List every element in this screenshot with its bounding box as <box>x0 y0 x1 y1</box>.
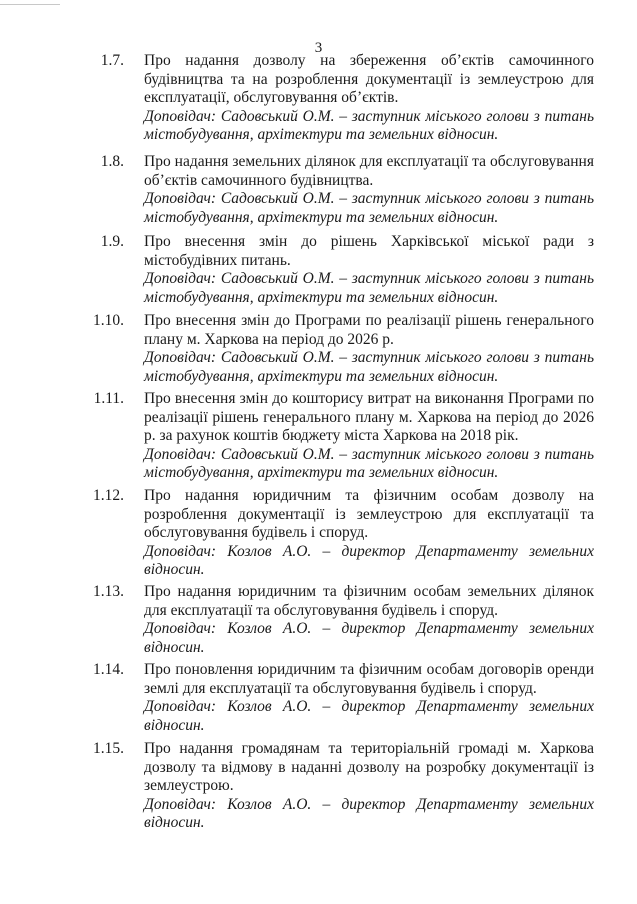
item-title: Про надання земельних ділянок для експлуатації та обслуговування об’єктів самочинного будівництва. <box>144 153 594 189</box>
item-speaker: Доповідач: Садовський О.М. – заступник міського голови з питань містобудування, архітектури та земельних відносин. <box>144 445 594 481</box>
item-number: 1.7. <box>100 52 124 69</box>
item-speaker: Доповідач: Козлов А.О. – директор Департаменту земельних відносин. <box>144 542 594 578</box>
scan-edge-mark <box>0 4 60 5</box>
item-speaker: Доповідач: Садовський О.М. – заступник міського голови з питань містобудування, архітектури та земельних відносин. <box>144 107 594 143</box>
item-number: 1.11. <box>93 390 124 407</box>
item-title: Про надання юридичним та фізичним особам дозволу на розроблення документації із землеустрою для експлуатації та обслуговування будівель і споруд. <box>144 487 594 541</box>
item-body <box>144 740 594 833</box>
item-body <box>144 153 594 227</box>
item-speaker: Доповідач: Козлов А.О. – директор Департаменту земельних відносин. <box>144 620 594 656</box>
item-body <box>144 583 594 657</box>
item-title: Про внесення змін до кошторису витрат на виконання Програми по реалізації рішень генерального плану м. Харкова на період до 2026 р. за рахунок коштів бюджету міста Харкова на 2018 рік. <box>144 390 594 444</box>
item-body <box>144 52 594 145</box>
item-body <box>144 661 594 735</box>
item-number: 1.9. <box>100 233 124 250</box>
item-body <box>144 233 594 307</box>
item-number: 1.15. <box>93 740 124 757</box>
item-title: Про внесення змін до Програми по реалізації рішень генерального плану м. Харкова на період до 2026 р. <box>144 312 594 348</box>
item-title: Про надання громадянам та територіальній громаді м. Харкова дозволу та відмову в наданні дозволу на розробку документації із землеустрою. <box>144 740 594 794</box>
item-number: 1.12. <box>93 487 124 504</box>
item-number: 1.8. <box>100 153 124 170</box>
item-speaker: Доповідач: Козлов А.О. – директор Департаменту земельних відносин. <box>144 698 594 734</box>
page-number: 3 <box>314 40 323 56</box>
item-number: 1.10. <box>93 312 124 329</box>
item-title: Про поновлення юридичним та фізичним особам договорів оренди землі для експлуатації та обслуговування будівель і споруд. <box>144 661 594 697</box>
item-speaker: Доповідач: Садовський О.М. – заступник міського голови з питань містобудування, архітектури та земельних відносин. <box>144 270 594 306</box>
item-body <box>144 312 594 386</box>
item-number: 1.13. <box>93 583 124 600</box>
item-title: Про надання дозволу на збереження об’єктів самочинного будівництва та на розроблення документації із землеустрою для експлуатації, обслуговування об’єктів. <box>144 52 594 106</box>
item-body <box>144 487 594 580</box>
item-body <box>144 390 594 483</box>
item-title: Про внесення змін до рішень Харківської міської ради з містобудівних питань. <box>144 233 594 269</box>
item-number: 1.14. <box>93 661 124 678</box>
item-speaker: Доповідач: Садовський О.М. – заступник міського голови з питань містобудування, архітектури та земельних відносин. <box>144 349 594 385</box>
item-title: Про надання юридичним та фізичним особам земельних ділянок для експлуатації та обслуговування будівель і споруд. <box>144 583 594 619</box>
item-speaker: Доповідач: Садовський О.М. – заступник міського голови з питань містобудування, архітектури та земельних відносин. <box>144 190 594 226</box>
item-speaker: Доповідач: Козлов А.О. – директор Департаменту земельних відносин. <box>144 795 594 831</box>
